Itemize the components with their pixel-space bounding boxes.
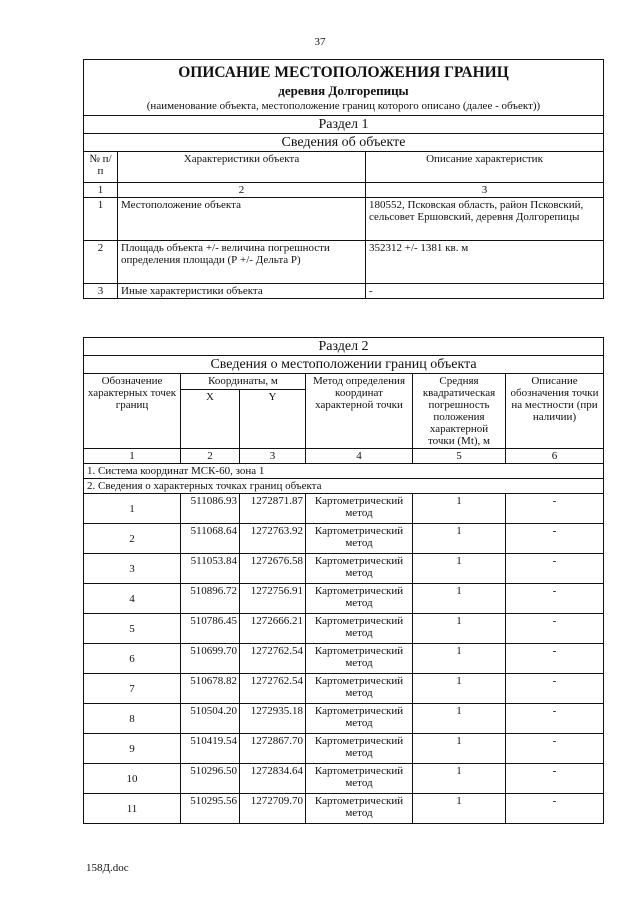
method-cell: Картометрический метод [306, 584, 413, 614]
coord-y: 1272756.91 [240, 584, 306, 614]
coord-y: 1272666.21 [240, 614, 306, 644]
mark-cell: - [506, 674, 604, 704]
col-header-mark: Описание обозначения точки на местности (при наличии) [506, 374, 604, 449]
index-cell: 2 [181, 449, 240, 464]
error-cell: 1 [413, 584, 506, 614]
coord-x: 511068.64 [181, 524, 240, 554]
mark-cell: - [506, 614, 604, 644]
coordinate-system: 1. Система координат МСК-60, зона 1 [84, 464, 604, 479]
coord-y: 1272834.64 [240, 764, 306, 794]
point-number: 10 [84, 764, 181, 794]
method-cell: Картометрический метод [306, 554, 413, 584]
coord-x: 510504.20 [181, 704, 240, 734]
method-cell: Картометрический метод [306, 704, 413, 734]
coord-x: 510786.45 [181, 614, 240, 644]
table-row [84, 764, 604, 794]
point-number: 7 [84, 674, 181, 704]
file-name: 158Д.doc [86, 862, 129, 874]
coord-y: 1272762.54 [240, 674, 306, 704]
col-header-method: Метод определения координат характерной точки [306, 374, 413, 449]
table-row [84, 198, 604, 241]
error-cell: 1 [413, 794, 506, 824]
error-cell: 1 [413, 644, 506, 674]
point-number: 5 [84, 614, 181, 644]
table-row [84, 704, 604, 734]
col-header-error: Средняя квадратическая погрешность положения характерной точки (Mt), м [413, 374, 506, 449]
error-cell: 1 [413, 764, 506, 794]
coord-x: 510296.50 [181, 764, 240, 794]
section2-label: Раздел 2 [84, 338, 604, 356]
mark-cell: - [506, 524, 604, 554]
coord-y: 1272867.70 [240, 734, 306, 764]
table-row [84, 524, 604, 554]
error-cell: 1 [413, 524, 506, 554]
table-row [84, 644, 604, 674]
section1-index-row [84, 183, 604, 198]
col-header-x: X [181, 390, 240, 449]
section1-table [83, 59, 604, 299]
section2-header-row [84, 374, 604, 390]
doc-title: ОПИСАНИЕ МЕСТОПОЛОЖЕНИЯ ГРАНИЦ [178, 64, 509, 81]
point-number: 3 [84, 554, 181, 584]
coord-y: 1272676.58 [240, 554, 306, 584]
mark-cell: - [506, 554, 604, 584]
method-cell: Картометрический метод [306, 734, 413, 764]
error-cell: 1 [413, 704, 506, 734]
mark-cell: - [506, 494, 604, 524]
method-cell: Картометрический метод [306, 494, 413, 524]
point-number: 2 [84, 524, 181, 554]
index-cell: 1 [84, 449, 181, 464]
error-cell: 1 [413, 674, 506, 704]
index-cell: 1 [84, 183, 118, 198]
page-number: 37 [314, 36, 326, 48]
points-body [84, 494, 604, 824]
table-row [84, 794, 604, 824]
coord-x: 511086.93 [181, 494, 240, 524]
point-number: 11 [84, 794, 181, 824]
error-cell: 1 [413, 614, 506, 644]
section1-heading: Сведения об объекте [84, 134, 604, 152]
coord-x: 510699.70 [181, 644, 240, 674]
doc-title-row [84, 60, 604, 116]
coord-y: 1272871.87 [240, 494, 306, 524]
characteristic-name: Площадь объекта +/- величина погрешности определения площади (Р +/- Дельта Р) [118, 241, 366, 284]
col-header-y: Y [240, 390, 306, 449]
characteristic-name: Местоположение объекта [118, 198, 366, 241]
index-cell: 3 [366, 183, 604, 198]
coord-y: 1272762.54 [240, 644, 306, 674]
table-row [84, 734, 604, 764]
table-row [84, 614, 604, 644]
characteristic-value: 352312 +/- 1381 кв. м [366, 241, 604, 284]
col-header-char: Характеристики объекта [118, 152, 366, 183]
coord-x: 510896.72 [181, 584, 240, 614]
coord-x: 510419.54 [181, 734, 240, 764]
mark-cell: - [506, 734, 604, 764]
section1-label: Раздел 1 [84, 116, 604, 134]
title-note: (наименование объекта, местоположение границ которого описано (далее - объект)) [146, 100, 541, 112]
method-cell: Картометрический метод [306, 674, 413, 704]
error-cell: 1 [413, 554, 506, 584]
characteristic-value: - [366, 284, 604, 299]
section2-heading: Сведения о местоположении границ объекта [84, 356, 604, 374]
method-cell: Картометрический метод [306, 764, 413, 794]
characteristic-value: 180552, Псковская область, район Псковский, сельсовет Ершовский, деревня Долгорепицы [366, 198, 604, 241]
point-number: 8 [84, 704, 181, 734]
table-row [84, 284, 604, 299]
col-header-point: Обозначение характерных точек границ [84, 374, 181, 449]
point-number: 6 [84, 644, 181, 674]
method-cell: Картометрический метод [306, 524, 413, 554]
mark-cell: - [506, 764, 604, 794]
method-cell: Картометрический метод [306, 614, 413, 644]
object-name: деревня Долгорепицы [278, 83, 409, 98]
row-number: 1 [84, 198, 118, 241]
index-cell: 5 [413, 449, 506, 464]
row-number: 2 [84, 241, 118, 284]
coord-y: 1272935.18 [240, 704, 306, 734]
mark-cell: - [506, 704, 604, 734]
method-cell: Картометрический метод [306, 644, 413, 674]
table-row [84, 674, 604, 704]
method-cell: Картометрический метод [306, 794, 413, 824]
table-row [84, 241, 604, 284]
error-cell: 1 [413, 494, 506, 524]
coord-y: 1272763.92 [240, 524, 306, 554]
coord-x: 510678.82 [181, 674, 240, 704]
row-number: 3 [84, 284, 118, 299]
point-number: 4 [84, 584, 181, 614]
col-header-desc: Описание характеристик [366, 152, 604, 183]
error-cell: 1 [413, 734, 506, 764]
section2-index-row [84, 449, 604, 464]
point-number: 9 [84, 734, 181, 764]
coord-x: 510295.56 [181, 794, 240, 824]
mark-cell: - [506, 794, 604, 824]
coord-x: 511053.84 [181, 554, 240, 584]
index-cell: 3 [240, 449, 306, 464]
table-row [84, 584, 604, 614]
index-cell: 6 [506, 449, 604, 464]
point-number: 1 [84, 494, 181, 524]
index-cell: 4 [306, 449, 413, 464]
characteristic-name: Иные характеристики объекта [118, 284, 366, 299]
col-header-num: № п/п [84, 152, 118, 183]
coord-y: 1272709.70 [240, 794, 306, 824]
section1-header-row [84, 152, 604, 183]
col-header-coords: Координаты, м [181, 374, 306, 390]
mark-cell: - [506, 644, 604, 674]
table-row [84, 554, 604, 584]
mark-cell: - [506, 584, 604, 614]
points-subheading: 2. Сведения о характерных точках границ объекта [84, 479, 604, 494]
table-row [84, 494, 604, 524]
index-cell: 2 [118, 183, 366, 198]
section2-table [83, 337, 604, 824]
